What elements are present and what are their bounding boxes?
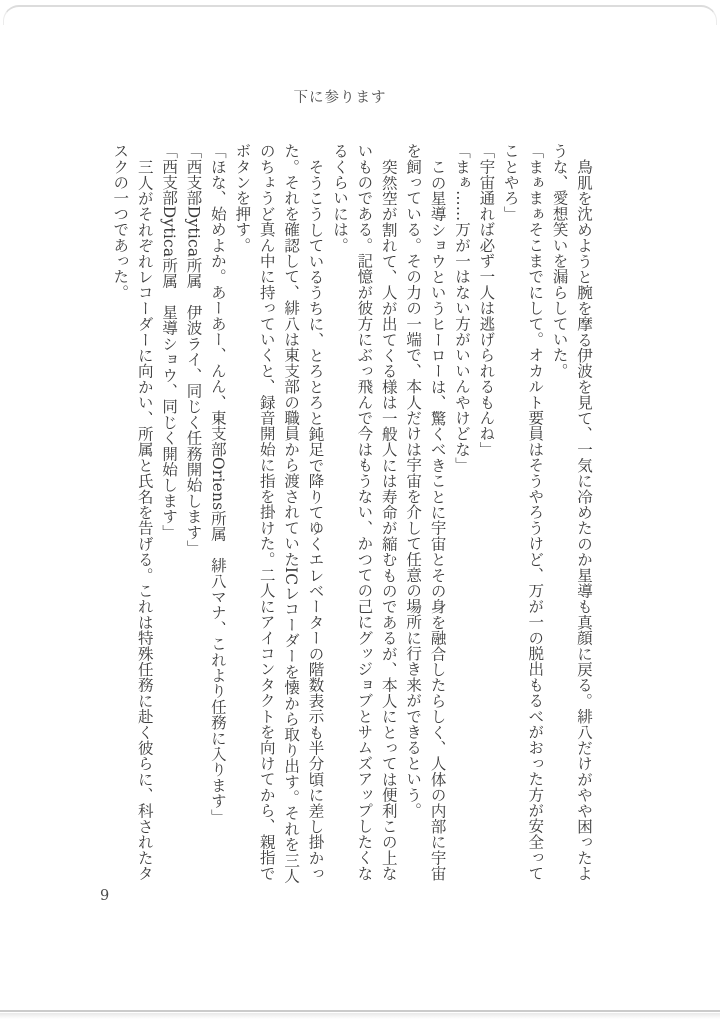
paragraph: 「西支部Dytica所属 伊波ライ、同じく任務開始します」 <box>184 143 203 556</box>
running-header: 下に参ります <box>293 90 387 106</box>
paragraph: この星導ショウというヒーローは、驚くべきことに宇宙とその身を融合したらしく、人体の内部に宇宙を飼っている。その力の一端で、本人だけは宇宙を介して任意の場所に行き来ができるという。 <box>404 143 447 881</box>
paragraph: 「宇宙通れば必ず一人は逃げられるもんね」 <box>477 143 496 457</box>
paragraph: 突然空が割れて、人が出てくる様は一般人には寿命が縮むものであるが、本人にとっては便利この上ないものである。記憶が彼方にぶっ飛んで今はもうない、かつての己にグッジョブとサムズアップしたくなるくらいには。 <box>330 143 398 881</box>
page-number: 9 <box>100 888 110 904</box>
paragraph: 「ほな、始めよか。あーあー、んん、東支部Oriens所属 緋八マナ、これより任務に入ります」 <box>208 143 227 825</box>
paragraph: 鳥肌を沈めようと腕を摩る伊波を見て、一気に冷めたのか星導も真顔に戻る。緋八だけがやや困ったような、愛想笑いを漏らしていた。 <box>550 143 593 881</box>
paragraph: そうこうしているうちに、とろとろと鈍足で降りてゆくエレベーターの階数表示も半分頃に差し掛かった。それを確認して、緋八は東支部の職員から渡されていたICレコーダーを懐から取り出す。それを三人のちょうど真ん中に持っていくと、録音開始に指を掛けた。二人にアイコンタクトを向けてから、親指でボタンを押す。 <box>233 143 325 884</box>
page-edge-top <box>3 5 717 25</box>
paragraph: 三人がそれぞれレコーダーに向かい、所属と氏名を告げる。これは特殊任務に赴く彼らに、科されたタスクの一つであった。 <box>111 143 154 881</box>
paragraph: 「まぁまぁそこまでにして。オカルト要員はそうやろうけど、万が一の脱出もるべがおった方が安全ってことやろ」 <box>501 143 545 881</box>
paragraph: 「西支部Dytica所属 星導ショウ、同じく開始します」 <box>160 143 179 540</box>
page-edge-bottom <box>0 1010 720 1012</box>
paragraph: 「まぁ……万が一はない方がいいんやけどな」 <box>452 143 471 473</box>
body-text <box>108 143 596 891</box>
page-edge-bottom-shadow <box>0 1013 720 1019</box>
